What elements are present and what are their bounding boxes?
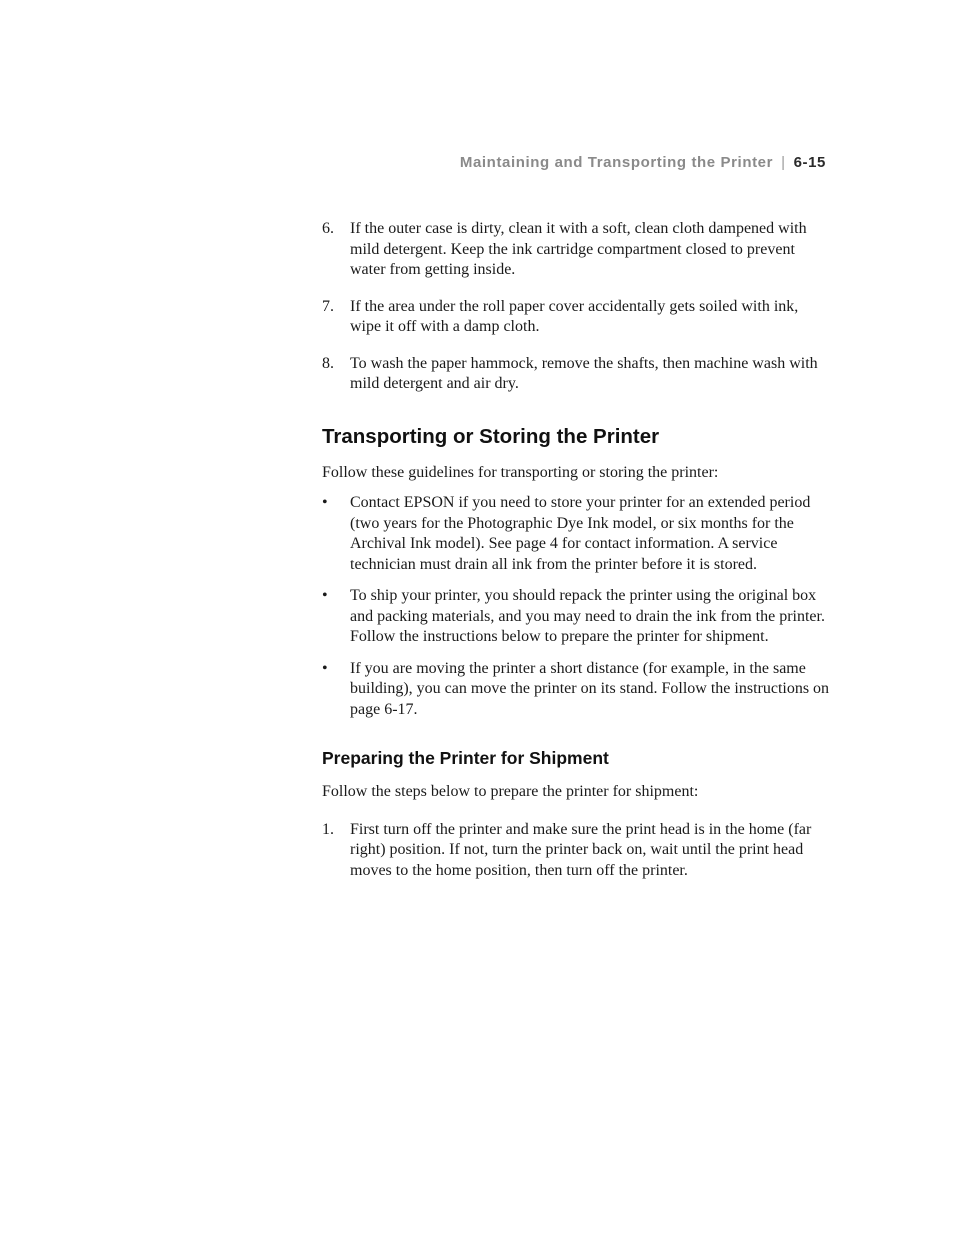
shipment-steps xyxy=(322,820,832,882)
subsection-heading: Preparing the Printer for Shipment xyxy=(322,748,609,768)
header-separator: | xyxy=(781,154,786,171)
bullet-marker: • xyxy=(322,587,328,604)
list-item xyxy=(322,354,832,395)
list-item xyxy=(322,820,832,882)
bullet-item xyxy=(322,659,832,721)
list-item-text: If the area under the roll paper cover accidentally gets soiled with ink, wipe it off with a damp cloth. xyxy=(350,297,799,335)
bullet-item xyxy=(322,493,832,575)
subsection-intro: Follow the steps below to prepare the printer for shipment: xyxy=(322,783,699,800)
chapter-title: Maintaining and Transporting the Printer xyxy=(459,154,774,171)
list-item xyxy=(322,297,832,338)
running-header xyxy=(460,154,826,171)
bullet-list xyxy=(322,493,832,720)
list-marker: 8. xyxy=(322,354,334,372)
bullet-text: To ship your printer, you should repack the printer using the original box and packing materials, and you may need to drain the ink from the printer. Follow the instructions below to prepare the printer for shipment. xyxy=(350,587,825,645)
section-intro: Follow these guidelines for transporting or storing the printer: xyxy=(322,463,719,481)
bullet-item xyxy=(322,586,832,648)
section-heading: Transporting or Storing the Printer xyxy=(322,424,660,448)
bullet-marker: • xyxy=(322,659,328,677)
list-item-text: To wash the paper hammock, remove the shafts, then machine wash with mild detergent and air dry. xyxy=(350,354,818,392)
page-content xyxy=(322,219,832,897)
list-marker: 6. xyxy=(322,220,334,237)
bullet-marker: • xyxy=(322,494,328,511)
list-marker: 1. xyxy=(322,820,334,838)
list-item-text: First turn off the printer and make sure the print head is in the home (far right) position. If not, turn the printer back on, wait until the print head moves to the home position, then turn off the printer. xyxy=(350,820,812,879)
list-item-text: If the outer case is dirty, clean it with a soft, clean cloth dampened with mild detergent. Keep the ink cartridge compartment closed to prevent water from getting inside. xyxy=(350,220,807,278)
bullet-text: If you are moving the printer a short distance (for example, in the same building), you can move the printer on its stand. Follow the instructions on page 6-17. xyxy=(350,659,830,718)
page-number: 6-15 xyxy=(793,154,826,171)
list-marker: 7. xyxy=(322,297,334,315)
list-item xyxy=(322,219,832,281)
bullet-text: Contact EPSON if you need to store your printer for an extended period (two years for the Photographic Dye Ink model, or six months for the Archival Ink model). See page 4 for contact information. A service technician must drain all ink from the printer before it is stored. xyxy=(350,494,811,573)
